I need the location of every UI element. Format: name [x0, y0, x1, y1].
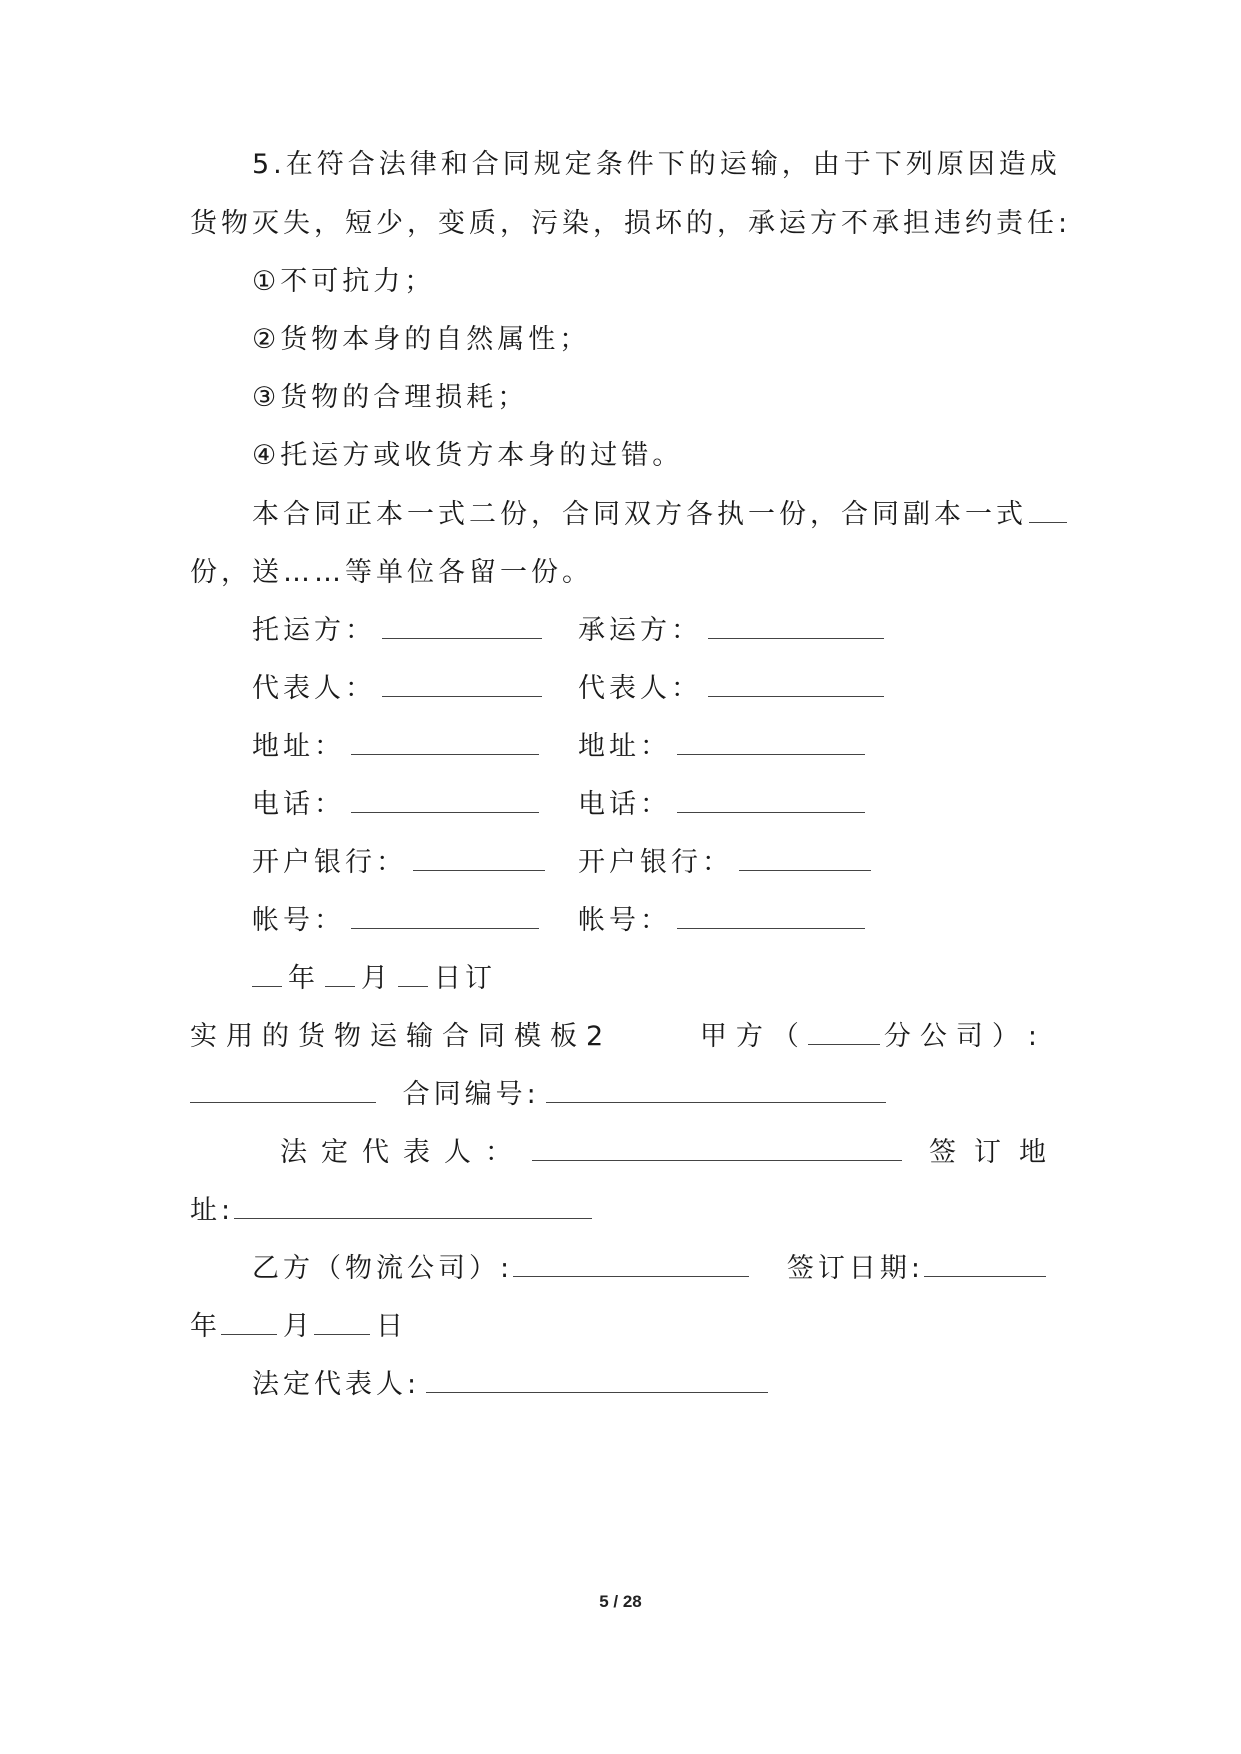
carrier-phone-blank[interactable] [677, 786, 865, 813]
date-month-label: 月 [361, 963, 392, 994]
shipper-blank[interactable] [382, 612, 542, 639]
shipper-account-field [252, 901, 545, 941]
party-b-blank[interactable] [513, 1250, 749, 1277]
sign-date-day-label: 日 [376, 1311, 407, 1342]
copies-line2: 份，送……等单位各留一份。 [190, 557, 593, 588]
carrier-blank[interactable] [708, 612, 884, 639]
legal-rep-b-field [252, 1365, 774, 1405]
clause5-line1: 5.在符合法律和合同规定条件下的运输，由于下列原因造成 [252, 149, 1061, 180]
legal-rep-group [280, 1133, 908, 1173]
carrier-phone-label: 电话： [578, 789, 671, 820]
carrier-account-label: 帐号： [578, 905, 671, 936]
sign-date-label: 签订日期: [786, 1253, 924, 1284]
carrier-address-label: 地址： [578, 731, 671, 762]
shipper-bank-blank[interactable] [413, 844, 545, 871]
carrier-bank-label: 开户银行： [578, 847, 733, 878]
legal-rep-label: 法定代表人： [280, 1137, 526, 1168]
shipper-account-label: 帐号： [252, 905, 345, 936]
date-day-blank[interactable] [398, 960, 428, 987]
sign-place-label-2: 址: [190, 1195, 235, 1226]
party-a-branch-blank[interactable] [808, 1018, 880, 1045]
shipper-phone-label: 电话： [252, 789, 345, 820]
clause5-item-3: ③货物的合理损耗； [252, 382, 529, 413]
clause5-item-2: ②货物本身的自然属性； [252, 324, 591, 355]
sign-date-line2 [190, 1307, 407, 1347]
party-a-contract-line [190, 1075, 892, 1115]
copies-text: 本合同正本一式二份，合同双方各执一份，合同副本一式 [252, 499, 1027, 530]
sign-date-day-blank[interactable] [314, 1308, 370, 1335]
shipper-address-label: 地址： [252, 731, 345, 762]
carrier-account-field [578, 901, 871, 941]
carrier-rep-field [578, 669, 890, 709]
shipper-address-field [252, 727, 545, 767]
shipper-bank-field [252, 843, 551, 883]
party-b-label: 乙方（物流公司）: [252, 1253, 514, 1284]
party-a-prefix: 甲方（ [699, 1021, 808, 1052]
party-a-name-blank[interactable] [190, 1076, 376, 1103]
sign-date-month-label: 月 [283, 1311, 314, 1342]
shipper-rep-field [252, 669, 548, 709]
date-signed [252, 959, 496, 999]
shipper-label: 托运方： [252, 615, 376, 646]
carrier-rep-blank[interactable] [708, 670, 884, 697]
carrier-bank-field [578, 843, 877, 883]
contract-no-label: 合同编号: [402, 1079, 540, 1110]
date-day-label: 日订 [434, 963, 496, 994]
sign-date-year-blank[interactable] [924, 1250, 1046, 1277]
carrier-bank-blank[interactable] [739, 844, 871, 871]
carrier-phone-field [578, 785, 871, 825]
shipper-address-blank[interactable] [351, 728, 539, 755]
party-a-group [700, 1017, 1046, 1057]
shipper-rep-blank[interactable] [382, 670, 542, 697]
contract-no-blank[interactable] [546, 1076, 886, 1103]
date-year-label: 年 [288, 963, 319, 994]
carrier-label: 承运方： [578, 615, 702, 646]
legal-rep-b-blank[interactable] [426, 1366, 768, 1393]
party-b-sign-date-line [252, 1249, 1046, 1289]
carrier-field [578, 611, 890, 651]
template2-title: 实用的货物运输合同模板2 [190, 1021, 613, 1052]
sign-date-year-label: 年 [190, 1311, 221, 1342]
party-b-group [252, 1249, 755, 1289]
carrier-address-field [578, 727, 871, 767]
carrier-account-blank[interactable] [677, 902, 865, 929]
date-year-blank[interactable] [252, 960, 282, 987]
shipper-phone-field [252, 785, 545, 825]
sign-place-label-1: 签订地 [929, 1137, 1064, 1168]
date-month-blank[interactable] [325, 960, 355, 987]
legal-rep-b-label: 法定代表人: [252, 1369, 421, 1400]
legal-rep-sign-place-line [280, 1133, 1064, 1173]
template2-heading-line [190, 1017, 1046, 1057]
sign-date-month-blank[interactable] [221, 1308, 277, 1335]
page-number: 5 / 28 [599, 1592, 642, 1611]
clause5-line2: 货物灭失，短少，变质，污染，损坏的，承运方不承担违约责任: [190, 208, 1072, 239]
shipper-phone-blank[interactable] [351, 786, 539, 813]
legal-rep-blank[interactable] [532, 1134, 902, 1161]
copies-count-blank[interactable] [1029, 496, 1067, 523]
copies-line1 [252, 495, 1073, 535]
shipper-bank-label: 开户银行： [252, 847, 407, 878]
shipper-account-blank[interactable] [351, 902, 539, 929]
sign-date-group [787, 1249, 1046, 1289]
shipper-rep-label: 代表人： [252, 673, 376, 704]
carrier-address-blank[interactable] [677, 728, 865, 755]
sign-place-blank[interactable] [234, 1192, 592, 1219]
shipper-field [252, 611, 548, 651]
carrier-rep-label: 代表人： [578, 673, 702, 704]
clause5-item-4: ④托运方或收货方本身的过错。 [252, 440, 684, 471]
clause5-item-1: ①不可抗力； [252, 266, 436, 297]
party-a-suffix: 分公司）: [883, 1021, 1046, 1052]
sign-place-line2 [190, 1191, 598, 1231]
